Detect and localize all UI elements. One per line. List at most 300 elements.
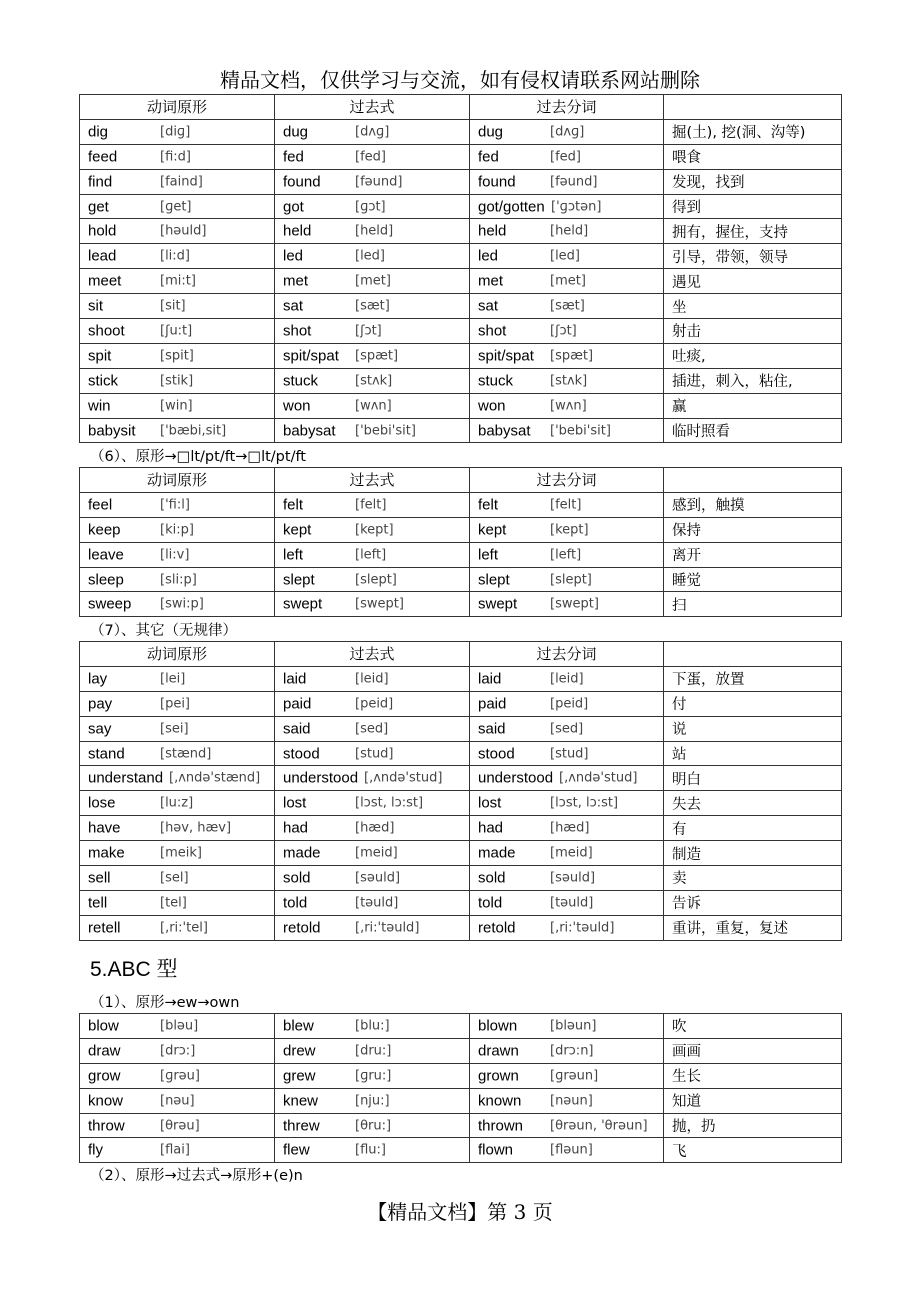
base-form-cell <box>80 890 275 915</box>
past-tense-cell <box>275 319 470 344</box>
phonetic: [sæt] <box>355 298 390 314</box>
base-form-word: stick <box>88 372 118 390</box>
base-form-word: understand <box>88 769 164 787</box>
table-row <box>80 1138 842 1163</box>
past-tense-word: babysat <box>283 422 336 440</box>
table-row <box>80 592 842 617</box>
past-participle-word: said <box>478 720 506 738</box>
past-participle-word: blown <box>478 1017 518 1035</box>
phonetic: [peid] <box>355 696 394 712</box>
base-form-cell <box>80 666 275 691</box>
past-participle-word: held <box>478 222 507 240</box>
past-tense-cell <box>275 1063 470 1088</box>
past-tense-word: got <box>283 198 304 215</box>
past-participle-cell <box>470 567 664 592</box>
past-participle-cell <box>470 841 664 866</box>
meaning-cell: 抛，扔 <box>664 1113 842 1138</box>
meaning-cell: 得到 <box>664 194 842 219</box>
phonetic: [ɡrəu] <box>160 1068 200 1084</box>
past-tense-word: said <box>283 720 311 738</box>
base-form-word: get <box>88 198 109 215</box>
phonetic: [sei] <box>160 721 189 737</box>
past-participle-cell <box>470 244 664 269</box>
verb-table-ew-own <box>79 1013 842 1163</box>
table-row <box>80 319 842 344</box>
base-form-cell <box>80 915 275 940</box>
section-label-6: （6）、原形→□lt/pt/ft→□lt/pt/ft <box>90 449 306 465</box>
base-form-cell <box>80 343 275 368</box>
phonetic: [nju:] <box>355 1093 390 1109</box>
meaning-cell: 睡觉 <box>664 567 842 592</box>
past-participle-word: paid <box>478 695 507 713</box>
base-form-cell <box>80 1038 275 1063</box>
past-participle-word: dug <box>478 123 504 141</box>
base-form-word: shoot <box>88 322 125 340</box>
phonetic: [wʌn] <box>550 398 587 414</box>
table-row <box>80 119 842 144</box>
past-participle-cell <box>470 1063 664 1088</box>
table-row <box>80 691 842 716</box>
page-footer: 【精品文档】第 3 页 <box>367 1200 553 1224</box>
table-row <box>80 1038 842 1063</box>
past-tense-word: led <box>283 247 304 265</box>
past-participle-cell <box>470 542 664 567</box>
past-tense-word: laid <box>283 670 307 688</box>
base-form-word: feel <box>88 496 113 514</box>
past-tense-cell <box>275 741 470 766</box>
past-participle-word: stuck <box>478 372 514 390</box>
past-participle-cell <box>470 666 664 691</box>
past-participle-word: made <box>478 844 516 862</box>
base-form-word: sit <box>88 297 103 315</box>
past-tense-word: told <box>283 894 308 912</box>
past-participle-word: stood <box>478 745 515 762</box>
base-form-cell <box>80 219 275 244</box>
phonetic: [blu:] <box>355 1018 390 1034</box>
past-tense-word: blew <box>283 1017 314 1035</box>
phonetic: [stʌk] <box>355 373 393 389</box>
table-row <box>80 915 842 940</box>
base-form-word: know <box>88 1092 124 1110</box>
phonetic: [fəund] <box>550 174 598 190</box>
phonetic: [sed] <box>550 721 584 737</box>
column-header: 动词原形 <box>80 95 275 120</box>
table-row <box>80 1063 842 1088</box>
phonetic: [slept] <box>550 572 592 587</box>
phonetic: [hæd] <box>355 820 395 836</box>
past-participle-word: retold <box>478 919 516 937</box>
past-participle-cell <box>470 741 664 766</box>
meaning-cell: 告诉 <box>664 890 842 915</box>
past-participle-cell <box>470 791 664 816</box>
meaning-cell: 离开 <box>664 542 842 567</box>
past-tense-word: shot <box>283 322 312 340</box>
past-participle-word: fed <box>478 148 499 166</box>
meaning-cell: 扫 <box>664 592 842 617</box>
base-form-word: draw <box>88 1042 121 1060</box>
base-form-word: blow <box>88 1017 119 1035</box>
meaning-cell: 飞 <box>664 1138 842 1163</box>
phonetic: [felt] <box>355 497 387 513</box>
past-participle-word: won <box>478 397 506 415</box>
phonetic: [swept] <box>550 596 599 612</box>
phonetic: [ɡrəun] <box>550 1068 599 1084</box>
past-participle-cell <box>470 691 664 716</box>
base-form-cell <box>80 741 275 766</box>
phonetic: [pei] <box>160 696 191 712</box>
phonetic: [ʃɔt] <box>355 323 382 339</box>
phonetic: [hæd] <box>550 820 590 836</box>
phonetic: [təuld] <box>355 895 399 911</box>
past-participle-word: flown <box>478 1141 514 1159</box>
phonetic: [win] <box>160 398 193 414</box>
phonetic: [,ʌndə'stud] <box>559 770 638 786</box>
past-participle-cell <box>470 716 664 741</box>
past-tense-cell <box>275 1113 470 1138</box>
phonetic: [bləu] <box>160 1018 199 1034</box>
past-participle-word: told <box>478 894 503 912</box>
past-tense-cell <box>275 567 470 592</box>
past-tense-word: spit/spat <box>283 347 339 365</box>
base-form-word: say <box>88 720 112 738</box>
past-tense-word: fed <box>283 148 304 166</box>
base-form-word: find <box>88 173 113 191</box>
meaning-cell: 感到，触摸 <box>664 492 842 517</box>
phonetic: [peid] <box>550 696 589 712</box>
past-participle-cell <box>470 294 664 319</box>
meaning-cell: 重讲，重复，复述 <box>664 915 842 940</box>
meaning-cell: 有 <box>664 816 842 841</box>
past-tense-cell <box>275 492 470 517</box>
phonetic: [fləun] <box>550 1142 593 1158</box>
phonetic: [,ri:'təuld] <box>550 920 615 936</box>
past-tense-word: sat <box>283 297 304 315</box>
past-tense-cell <box>275 816 470 841</box>
past-tense-cell <box>275 194 470 219</box>
table-header-row <box>80 468 842 493</box>
phonetic: [wʌn] <box>355 398 392 414</box>
section-label-7: （7）、其它（无规律） <box>90 623 237 639</box>
meaning-cell: 吐痰, <box>664 343 842 368</box>
table-row <box>80 169 842 194</box>
past-participle-word: swept <box>478 595 518 613</box>
base-form-cell <box>80 1113 275 1138</box>
meaning-cell: 插进，刺入，粘住, <box>664 368 842 393</box>
past-tense-cell <box>275 866 470 891</box>
phonetic: [sit] <box>160 298 186 314</box>
past-tense-word: won <box>283 397 311 415</box>
phonetic: [led] <box>355 248 386 264</box>
phonetic: [,ri:'tel] <box>160 920 208 936</box>
meaning-cell: 生长 <box>664 1063 842 1088</box>
table-row <box>80 393 842 418</box>
past-participle-word: got/gotten <box>478 198 545 215</box>
phonetic: [li:d] <box>160 248 190 264</box>
base-form-word: leave <box>88 546 124 564</box>
phonetic: [spæt] <box>550 348 594 364</box>
past-tense-word: grew <box>283 1067 316 1085</box>
past-tense-cell <box>275 666 470 691</box>
table-row <box>80 418 842 443</box>
past-tense-word: slept <box>283 571 315 588</box>
past-tense-cell <box>275 542 470 567</box>
table-row <box>80 144 842 169</box>
past-participle-cell <box>470 368 664 393</box>
past-participle-word: kept <box>478 521 507 539</box>
past-tense-cell <box>275 791 470 816</box>
table-row <box>80 816 842 841</box>
past-tense-word: stood <box>283 745 320 762</box>
past-tense-cell <box>275 716 470 741</box>
past-participle-word: known <box>478 1092 522 1110</box>
past-participle-word: shot <box>478 322 507 340</box>
phonetic: [bləun] <box>550 1018 597 1034</box>
past-participle-cell <box>470 269 664 294</box>
base-form-word: dig <box>88 123 109 141</box>
base-form-word: make <box>88 844 125 862</box>
phonetic: [səuld] <box>550 870 596 886</box>
meaning-cell: 制造 <box>664 841 842 866</box>
base-form-word: throw <box>88 1117 125 1134</box>
base-form-word: sell <box>88 869 111 887</box>
phonetic: [stud] <box>355 746 394 761</box>
past-participle-cell <box>470 393 664 418</box>
base-form-word: spit <box>88 347 112 365</box>
phonetic: [dʌɡ] <box>550 124 585 140</box>
phonetic: [swept] <box>355 596 404 612</box>
meaning-cell: 坐 <box>664 294 842 319</box>
past-tense-cell <box>275 841 470 866</box>
past-tense-cell <box>275 343 470 368</box>
meaning-cell: 拥有，握住，支持 <box>664 219 842 244</box>
past-tense-word: made <box>283 844 321 862</box>
past-tense-word: had <box>283 819 309 837</box>
phonetic: [diɡ] <box>160 124 191 140</box>
past-tense-word: swept <box>283 595 323 613</box>
past-participle-cell <box>470 592 664 617</box>
past-tense-word: sold <box>283 869 311 887</box>
past-tense-cell <box>275 1038 470 1063</box>
phonetic: [slept] <box>355 572 397 587</box>
phonetic: [fəund] <box>355 174 403 190</box>
meaning-cell: 保持 <box>664 517 842 542</box>
base-form-cell <box>80 1014 275 1039</box>
past-participle-cell <box>470 816 664 841</box>
column-header: 动词原形 <box>80 468 275 493</box>
past-tense-cell <box>275 119 470 144</box>
base-form-cell <box>80 492 275 517</box>
base-form-cell <box>80 567 275 592</box>
past-tense-cell <box>275 368 470 393</box>
phonetic: [meid] <box>355 845 398 861</box>
phonetic: [sli:p] <box>160 572 197 587</box>
phonetic: [drɔ:] <box>160 1043 196 1059</box>
phonetic: [spæt] <box>355 348 399 364</box>
table-row <box>80 517 842 542</box>
past-tense-word: drew <box>283 1042 316 1060</box>
past-tense-cell <box>275 294 470 319</box>
past-tense-word: flew <box>283 1141 310 1159</box>
table-row <box>80 1014 842 1039</box>
phonetic: [ɡɔt] <box>355 199 386 214</box>
base-form-word: stand <box>88 745 125 762</box>
past-participle-cell <box>470 517 664 542</box>
past-tense-word: dug <box>283 123 309 141</box>
base-form-cell <box>80 816 275 841</box>
phonetic: [dru:] <box>355 1043 392 1059</box>
table-row <box>80 1088 842 1113</box>
meaning-cell: 喂食 <box>664 144 842 169</box>
past-tense-cell <box>275 1014 470 1039</box>
base-form-cell <box>80 119 275 144</box>
base-form-word: have <box>88 819 121 837</box>
phonetic: [həuld] <box>160 223 207 239</box>
past-tense-word: lost <box>283 794 307 812</box>
base-form-cell <box>80 244 275 269</box>
phonetic: [stud] <box>550 746 589 761</box>
past-tense-cell <box>275 393 470 418</box>
phonetic: [held] <box>550 223 589 239</box>
past-participle-word: lost <box>478 794 502 812</box>
meaning-cell: 遇见 <box>664 269 842 294</box>
meaning-cell: 画画 <box>664 1038 842 1063</box>
page-header: 精品文档，仅供学习与交流，如有侵权请联系网站删除 <box>220 68 700 92</box>
phonetic: [left] <box>355 547 387 563</box>
phonetic: [lu:z] <box>160 795 194 811</box>
phonetic: [left] <box>550 547 582 563</box>
past-tense-cell <box>275 169 470 194</box>
base-form-cell <box>80 791 275 816</box>
past-participle-word: grown <box>478 1067 519 1085</box>
past-participle-word: laid <box>478 670 502 688</box>
past-participle-cell <box>470 1138 664 1163</box>
past-tense-word: left <box>283 546 304 564</box>
meaning-cell: 掘(土), 挖(洞、沟等) <box>664 119 842 144</box>
base-form-word: babysit <box>88 422 136 440</box>
phonetic: [θrəun, 'θrəun] <box>550 1118 648 1133</box>
past-tense-cell <box>275 766 470 791</box>
table-row <box>80 666 842 691</box>
base-form-cell <box>80 1063 275 1088</box>
phonetic: [lei] <box>160 671 186 687</box>
base-form-word: sweep <box>88 595 132 613</box>
past-participle-word: sold <box>478 869 506 887</box>
past-participle-word: babysat <box>478 422 531 440</box>
phonetic: [,ri:'təuld] <box>355 920 420 936</box>
phonetic: [θrəu] <box>160 1118 200 1133</box>
phonetic: ['fi:l] <box>160 497 190 513</box>
past-tense-cell <box>275 269 470 294</box>
past-tense-cell <box>275 219 470 244</box>
base-form-cell <box>80 294 275 319</box>
phonetic: [həv, hæv] <box>160 820 232 836</box>
base-form-cell <box>80 418 275 443</box>
base-form-word: pay <box>88 695 113 713</box>
table-row <box>80 294 842 319</box>
table-row <box>80 890 842 915</box>
past-participle-cell <box>470 1038 664 1063</box>
base-form-cell <box>80 194 275 219</box>
phonetic: [felt] <box>550 497 582 513</box>
past-tense-word: knew <box>283 1092 319 1110</box>
past-participle-cell <box>470 766 664 791</box>
past-participle-cell <box>470 890 664 915</box>
past-participle-cell <box>470 1113 664 1138</box>
base-form-cell <box>80 691 275 716</box>
past-participle-cell <box>470 1088 664 1113</box>
phonetic: [leid] <box>355 671 389 687</box>
past-participle-word: understood <box>478 769 554 787</box>
table-row <box>80 791 842 816</box>
base-form-word: lose <box>88 794 116 812</box>
phonetic: [tel] <box>160 895 187 911</box>
phonetic: [stʌk] <box>550 373 588 389</box>
phonetic: [sed] <box>355 721 389 737</box>
meaning-cell: 吹 <box>664 1014 842 1039</box>
phonetic: [ɡet] <box>160 199 192 214</box>
past-tense-cell <box>275 1088 470 1113</box>
table-row <box>80 219 842 244</box>
past-participle-cell <box>470 866 664 891</box>
phonetic: [drɔ:n] <box>550 1043 594 1059</box>
phonetic: [,ʌndə'stænd] <box>169 770 261 786</box>
past-participle-cell <box>470 492 664 517</box>
meaning-cell: 明白 <box>664 766 842 791</box>
phonetic: [ʃu:t] <box>160 323 193 339</box>
past-tense-cell <box>275 1138 470 1163</box>
table-row <box>80 716 842 741</box>
base-form-word: grow <box>88 1067 121 1085</box>
verb-table-lt-pt-ft <box>79 467 842 617</box>
phonetic: ['bæbi,sit] <box>160 423 227 439</box>
past-participle-word: met <box>478 272 504 290</box>
past-tense-cell <box>275 890 470 915</box>
phonetic: [li:v] <box>160 547 190 563</box>
table-row <box>80 194 842 219</box>
past-participle-cell <box>470 1014 664 1039</box>
base-form-cell <box>80 866 275 891</box>
phonetic: [lɔst, lɔ:st] <box>550 795 619 811</box>
meaning-cell: 临时照看 <box>664 418 842 443</box>
column-header: 过去分词 <box>470 95 664 120</box>
base-form-cell <box>80 1088 275 1113</box>
phonetic: [nəun] <box>550 1093 593 1109</box>
table-row <box>80 841 842 866</box>
past-participle-cell <box>470 169 664 194</box>
base-form-word: feed <box>88 148 118 166</box>
meaning-cell: 射击 <box>664 319 842 344</box>
phonetic: [θru:] <box>355 1118 392 1133</box>
base-form-cell <box>80 766 275 791</box>
phonetic: [met] <box>550 273 586 289</box>
phonetic: [swi:p] <box>160 596 204 612</box>
past-tense-word: met <box>283 272 309 290</box>
base-form-word: lead <box>88 247 117 265</box>
table-row <box>80 244 842 269</box>
past-tense-word: held <box>283 222 312 240</box>
phonetic: [nəu] <box>160 1093 195 1109</box>
phonetic: [faind] <box>160 174 203 190</box>
past-participle-word: led <box>478 247 499 265</box>
phonetic: [,ʌndə'stud] <box>364 770 443 786</box>
phonetic: [səuld] <box>355 870 401 886</box>
phonetic: [fed] <box>355 149 386 165</box>
past-tense-word: threw <box>283 1117 320 1134</box>
meaning-cell: 知道 <box>664 1088 842 1113</box>
table-row <box>80 866 842 891</box>
phonetic: [meik] <box>160 845 202 861</box>
past-participle-word: spit/spat <box>478 347 534 365</box>
